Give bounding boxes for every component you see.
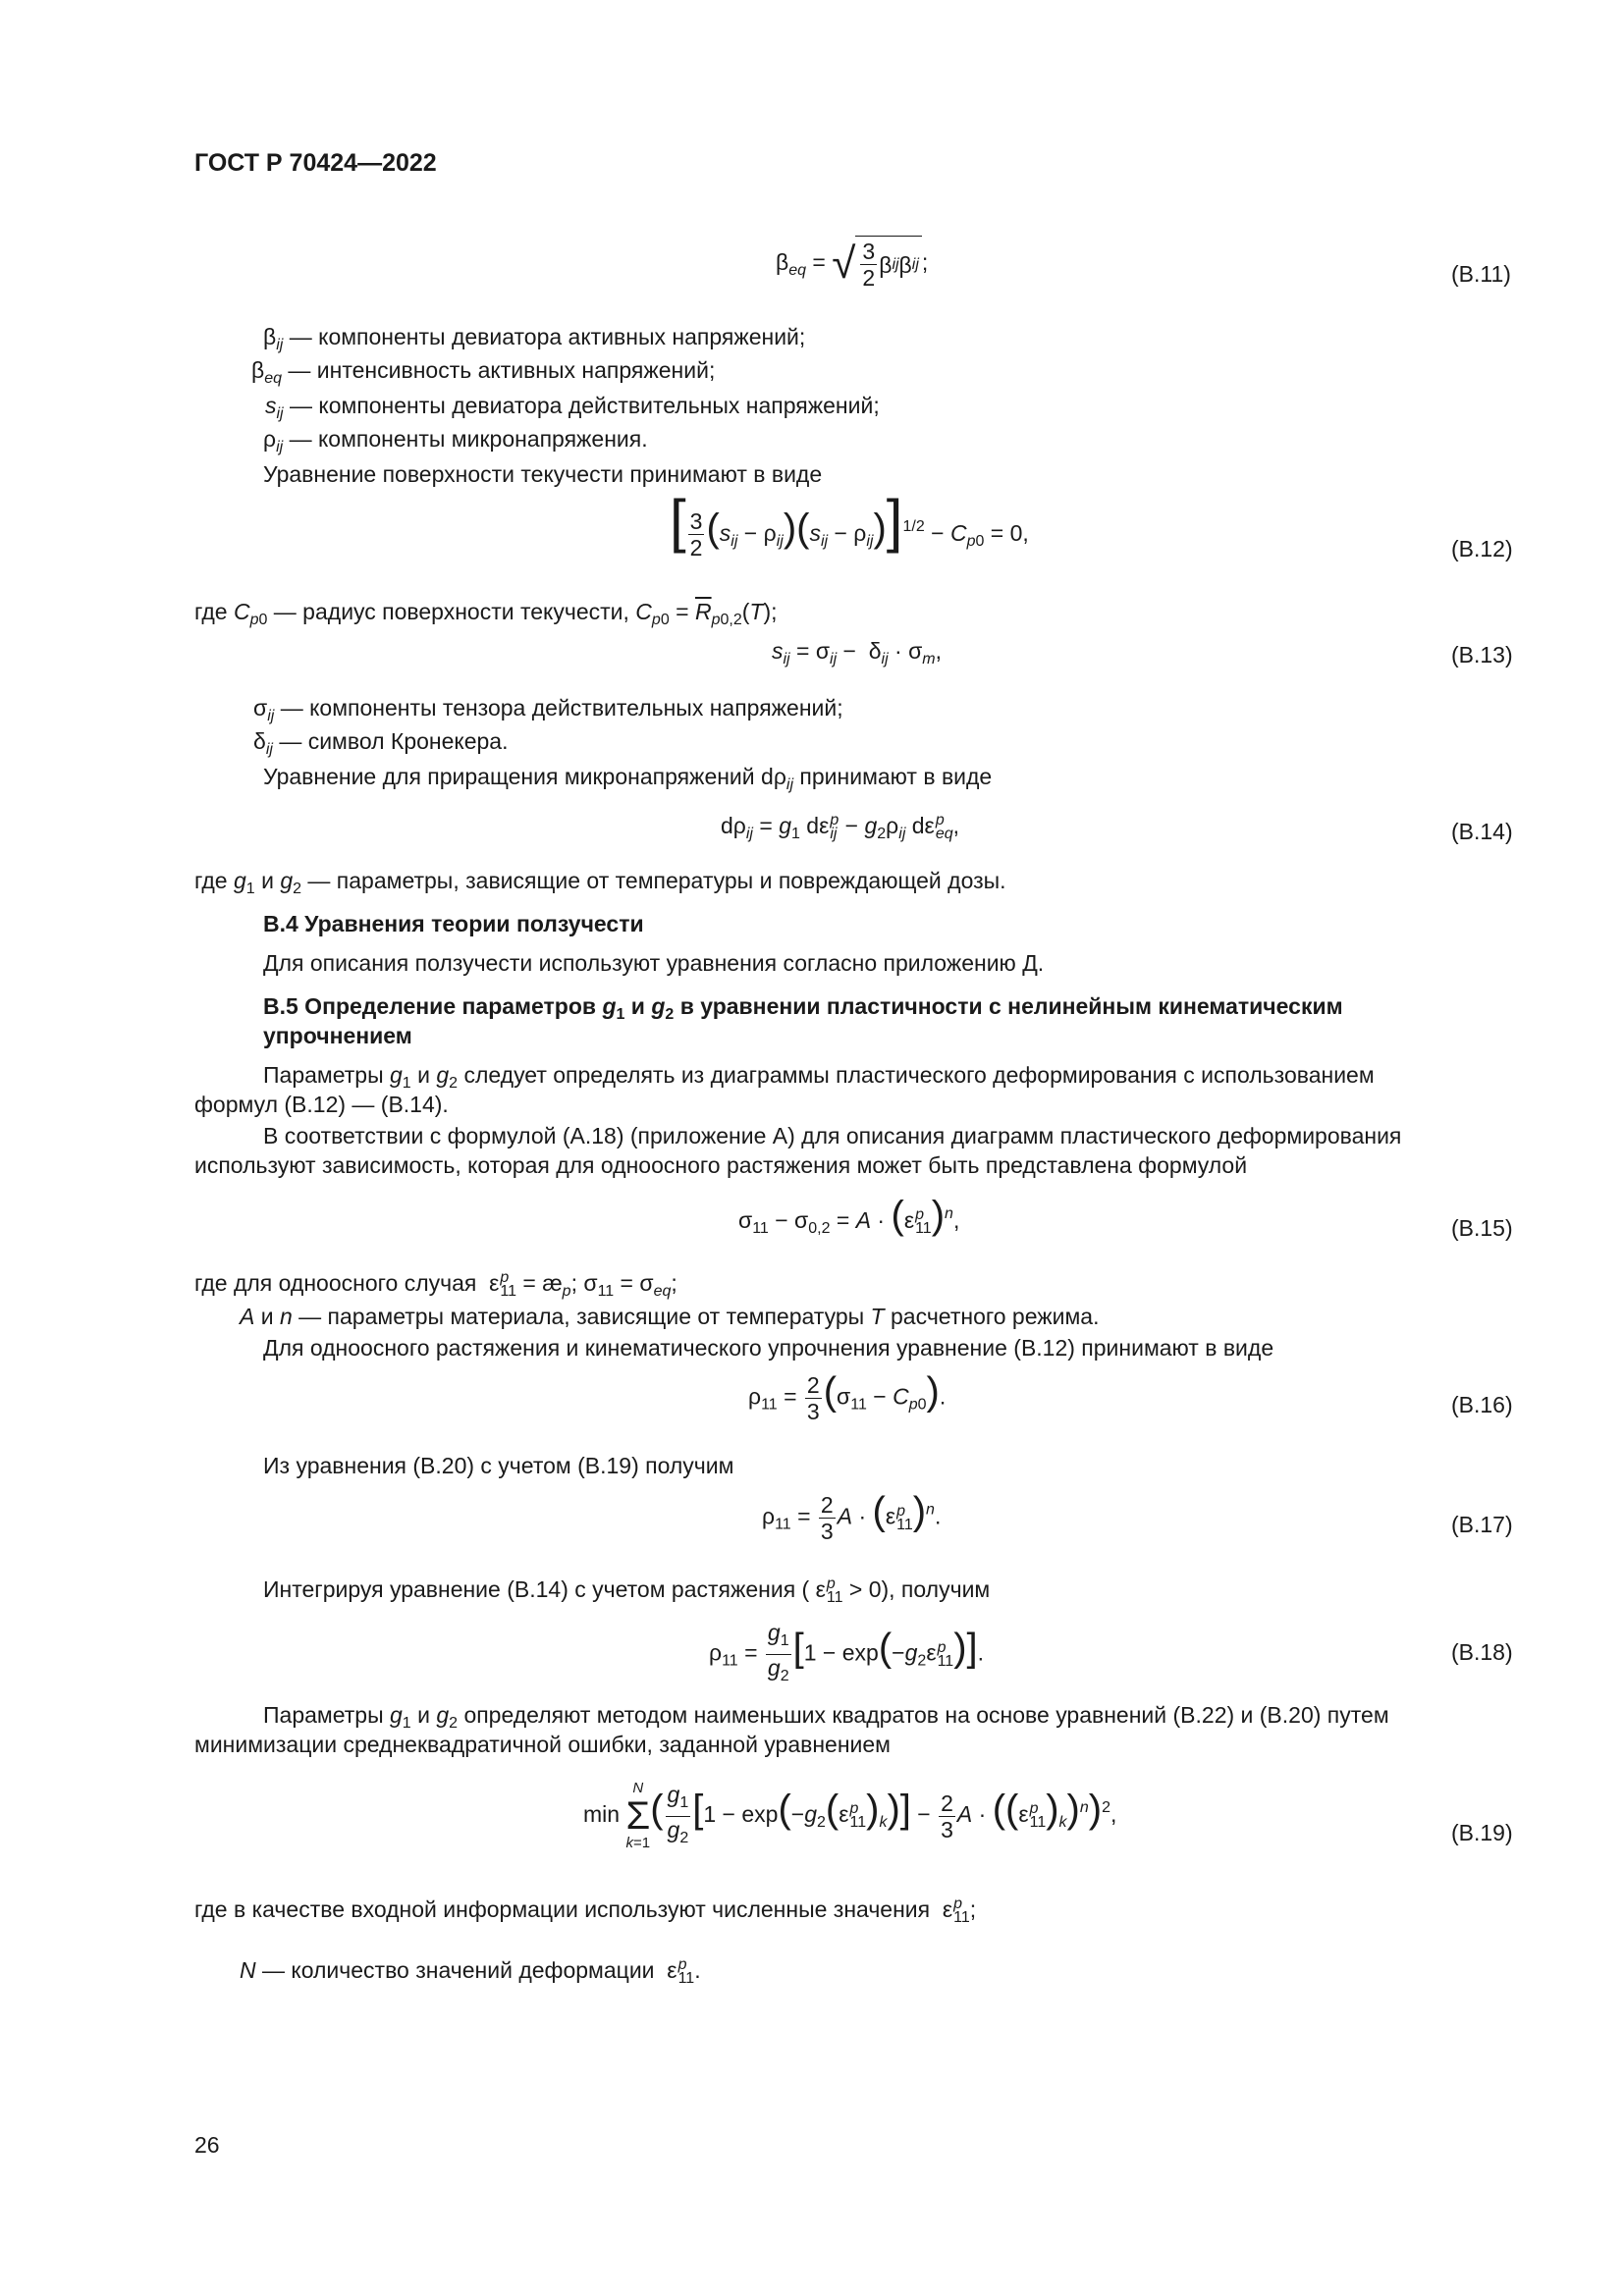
paragraph-b5-2-line2: используют зависимость, которая для одноосного растяжения может быть представлена формулой <box>194 1152 1248 1178</box>
paragraph-b5-1-line2: формул (В.12) — (В.14). <box>194 1092 449 1117</box>
paragraph-yield-intro: Уравнение поверхности текучести принимают в виде <box>263 461 823 487</box>
definition-beta-eq: $\beta_{eq}$ — интенсивность активных напряжений; <box>251 357 716 387</box>
paragraph-lsq: Параметры $g_1$ и $g_2$ определяют методом наименьших квадратов на основе уравнений (В.22) и (В.20) путем <box>263 1702 1389 1732</box>
equation-number-b16: (В.16) <box>1451 1392 1513 1417</box>
definition-s-ij: $s_{ij}$ — компоненты девиатора действительных напряжений; <box>265 393 880 422</box>
paragraph-b5-1: Параметры $g_1$ и $g_2$ следует определять из диаграммы пластического деформирования с использованием <box>263 1062 1375 1092</box>
paragraph-b5-2-line1: В соответствии с формулой (А.18) (приложение А) для описания диаграмм пластического деформирования <box>263 1123 1402 1148</box>
section-b4-text: Для описания ползучести используют уравнения согласно приложению Д. <box>263 950 1045 976</box>
equation-number-b15: (В.15) <box>1451 1215 1513 1241</box>
equation-number-b18: (В.18) <box>1451 1639 1513 1665</box>
paragraph-g1-g2: где $g_1$ и $g_2$ — параметры, зависящие от температуры и повреждающей дозы. <box>194 868 1006 897</box>
equation-b12: [ $\frac{3}{2}$ $(s_{ij} - \rho_{ij})(s_{ij} - \rho_{ij})]^{1/2} - C_{p0} = 0$, <box>670 488 1029 561</box>
paragraph-kinematic: Для одноосного растяжения и кинематического упрочнения уравнение (В.12) принимают в виде <box>263 1335 1274 1361</box>
paragraph-a-n: A и n — параметры материала, зависящие от температуры T расчетного режима. <box>240 1304 1100 1329</box>
paragraph-micro-intro: Уравнение для приращения микронапряжений $d\rho_{ij}$ принимают в виде <box>263 764 993 793</box>
definition-rho-ij: $\rho_{ij}$ — компоненты микронапряжения. <box>263 426 648 455</box>
equation-number-b11: (В.11) <box>1451 261 1511 287</box>
equation-number-b17: (В.17) <box>1451 1512 1513 1537</box>
section-b5-title: В.5 Определение параметров $g_1$ и $g_2$ в уравнении пластичности с нелинейным кинематическим <box>263 993 1343 1023</box>
paragraph-integrate: Интегрируя уравнение (В.14) с учетом растяжения ( ε p 11 > 0), получим <box>263 1575 991 1606</box>
page-number: 26 <box>194 2132 220 2158</box>
equation-b14: $d\rho_{ij} = g_1$ dε p ij − $g_2\rho_{ij}$ dε p eq , <box>721 811 959 842</box>
paragraph-lsq-line2: минимизации среднеквадратичной ошибки, заданной уравнением <box>194 1732 891 1757</box>
definition-delta-ij: $\delta_{ij}$ — символ Кронекера. <box>253 728 509 758</box>
equation-number-b14: (В.14) <box>1451 819 1513 844</box>
equation-number-b13: (В.13) <box>1451 642 1513 667</box>
paragraph-n-count: N — количество значений деформации ε p 11 . <box>240 1955 701 1987</box>
definition-sigma-ij: $\sigma_{ij}$ — компоненты тензора действительных напряжений; <box>253 695 843 724</box>
equation-b11: $\beta_{eq}$ = √ $\frac{3}{2}$ β ij β ij ; <box>776 236 928 293</box>
paragraph-uniaxial: где для одноосного случая ε p 11 = $æ_p$; $\sigma_{11} = \sigma_{eq}$; <box>194 1268 677 1300</box>
paragraph-cp0: где $C_{p0}$ — радиус поверхности текучести, $C_{p0} = \overline{R}_{p0,2}(T)$; <box>194 599 778 628</box>
equation-b17: $\rho_{11}$ = $\frac{2}{3}$ A · (ε p 11 )$^n$. <box>762 1489 942 1544</box>
paragraph-from: Из уравнения (В.20) с учетом (В.19) получим <box>263 1453 734 1478</box>
section-b5-title-line2: упрочнением <box>263 1023 412 1048</box>
equation-number-b12: (В.12) <box>1451 536 1513 561</box>
equation-number-b19: (В.19) <box>1451 1820 1513 1845</box>
equation-b19: min N Σ k=1 ( $\frac{g_1}{g_2}$ [$1 - \exp(-g_2(\varepsilon$ p 11 )$_k$)] − $\frac{2}{3}$ A · ((ε p 11 )$_k)^n)^2$, <box>583 1780 1117 1851</box>
equation-b16: $\rho_{11}$ = $\frac{2}{3}$ $(\sigma_{11} - C_{p0})$. <box>748 1369 947 1424</box>
definition-beta-ij: $\beta_{ij}$ — компоненты девиатора активных напряжений; <box>263 324 806 353</box>
equation-b13: $s_{ij} = \sigma_{ij} - \delta_{ij} \cdot \sigma_m$, <box>772 638 943 667</box>
section-b4-title: В.4 Уравнения теории ползучести <box>263 911 644 936</box>
equation-b18: $\rho_{11}$ = $\frac{g_1}{g_2}$ [$1 - \exp(-g_2\varepsilon$ p 11 )]. <box>709 1620 985 1684</box>
paragraph-input: где в качестве входной информации используют численные значения ε p 11 ; <box>194 1895 977 1926</box>
equation-b15: $\sigma_{11} - \sigma_{0,2} = A \cdot (\varepsilon$ p 11 )$^n$, <box>738 1194 960 1237</box>
document-header: ГОСТ Р 70424—2022 <box>194 149 437 177</box>
